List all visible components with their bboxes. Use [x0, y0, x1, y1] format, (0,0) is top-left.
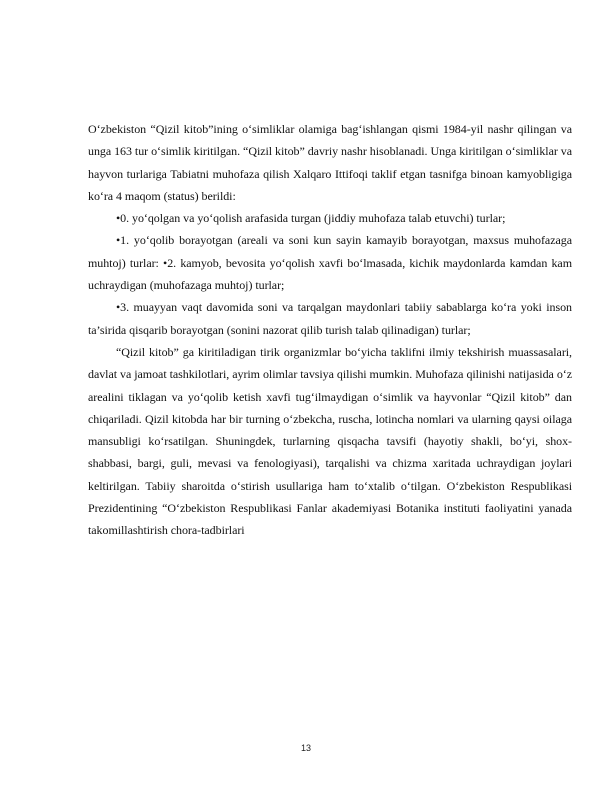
status-item-3: •3. muayyan vaqt davomida soni va tarqalgan maydonlari tabiiy sabablarga ko‘ra yoki inson ta’sirida qisqarib borayotgan (sonini nazorat qilib turish talab qilinadigan) turlar; — [88, 300, 572, 337]
body-text — [88, 118, 572, 542]
status-item-0: •0. yo‘qolgan va yo‘qolish arafasida turgan (jiddiy muhofaza talab etuvchi) turlar; — [116, 211, 506, 226]
paragraph-intro: O‘zbekiston “Qizil kitob”ining o‘simliklar olamiga bag‘ishlangan qismi 1984-yil nashr qilingan va unga 163 tur o‘simlik kiritilgan. “Qizil kitob” davriy nashr hisoblanadi. Unga kiritilgan o‘simliklar va hayvon turlariga Tabiatni muhofaza qilish Xalqaro Ittifoqi taklif etgan tasnifga binoan kamyobligiga ko‘ra 4 maqom (status) berildi: — [88, 122, 572, 203]
page-number: 13 — [300, 743, 311, 753]
paragraph-red-book: “Qizil kitob” ga kiritiladigan tirik organizmlar bo‘yicha taklifni ilmiy tekshirish muassasalari, davlat va jamoat tashkilotlari, ayrim olimlar tavsiya qilishi mumkin. Muhofaza qilinishi natijasida o‘z arealini tiklagan va yo‘qolib ketish xavfi tug‘ilmaydigan o‘simlik va hayvonlar “Qizil kitob” dan chiqariladi. Qizil kitobda har bir turning o‘zbekcha, ruscha, lotincha nomlari va ularning qaysi oilaga mansubligi ko‘rsatilgan. Shuningdek, turlarning qisqacha tavsifi (hayotiy shakli, bo‘yi, shox-shabbasi, bargi, guli, mevasi va fenologiyasi), tarqalishi va chizma xaritada uchraydigan joylari keltirilgan. Tabiiy sharoitda o‘stirish usullariga ham to‘xtalib o‘tilgan. O‘zbekiston Respublikasi Prezidentining “O‘zbekiston Respublikasi Fanlar akademiyasi Botanika instituti faoliyatini yanada takomillashtirish chora-tadbirlari — [88, 344, 572, 538]
status-item-1-2: •1. yo‘qolib borayotgan (areali va soni kun sayin kamayib borayotgan, maxsus muhofazaga muhtoj) turlar: •2. kamyob, bevosita yo‘qolish xavfi bo‘lmasada, kichik maydonlarda kamdan kam uchraydigan (muhofazaga muhtoj) turlar; — [88, 233, 572, 293]
